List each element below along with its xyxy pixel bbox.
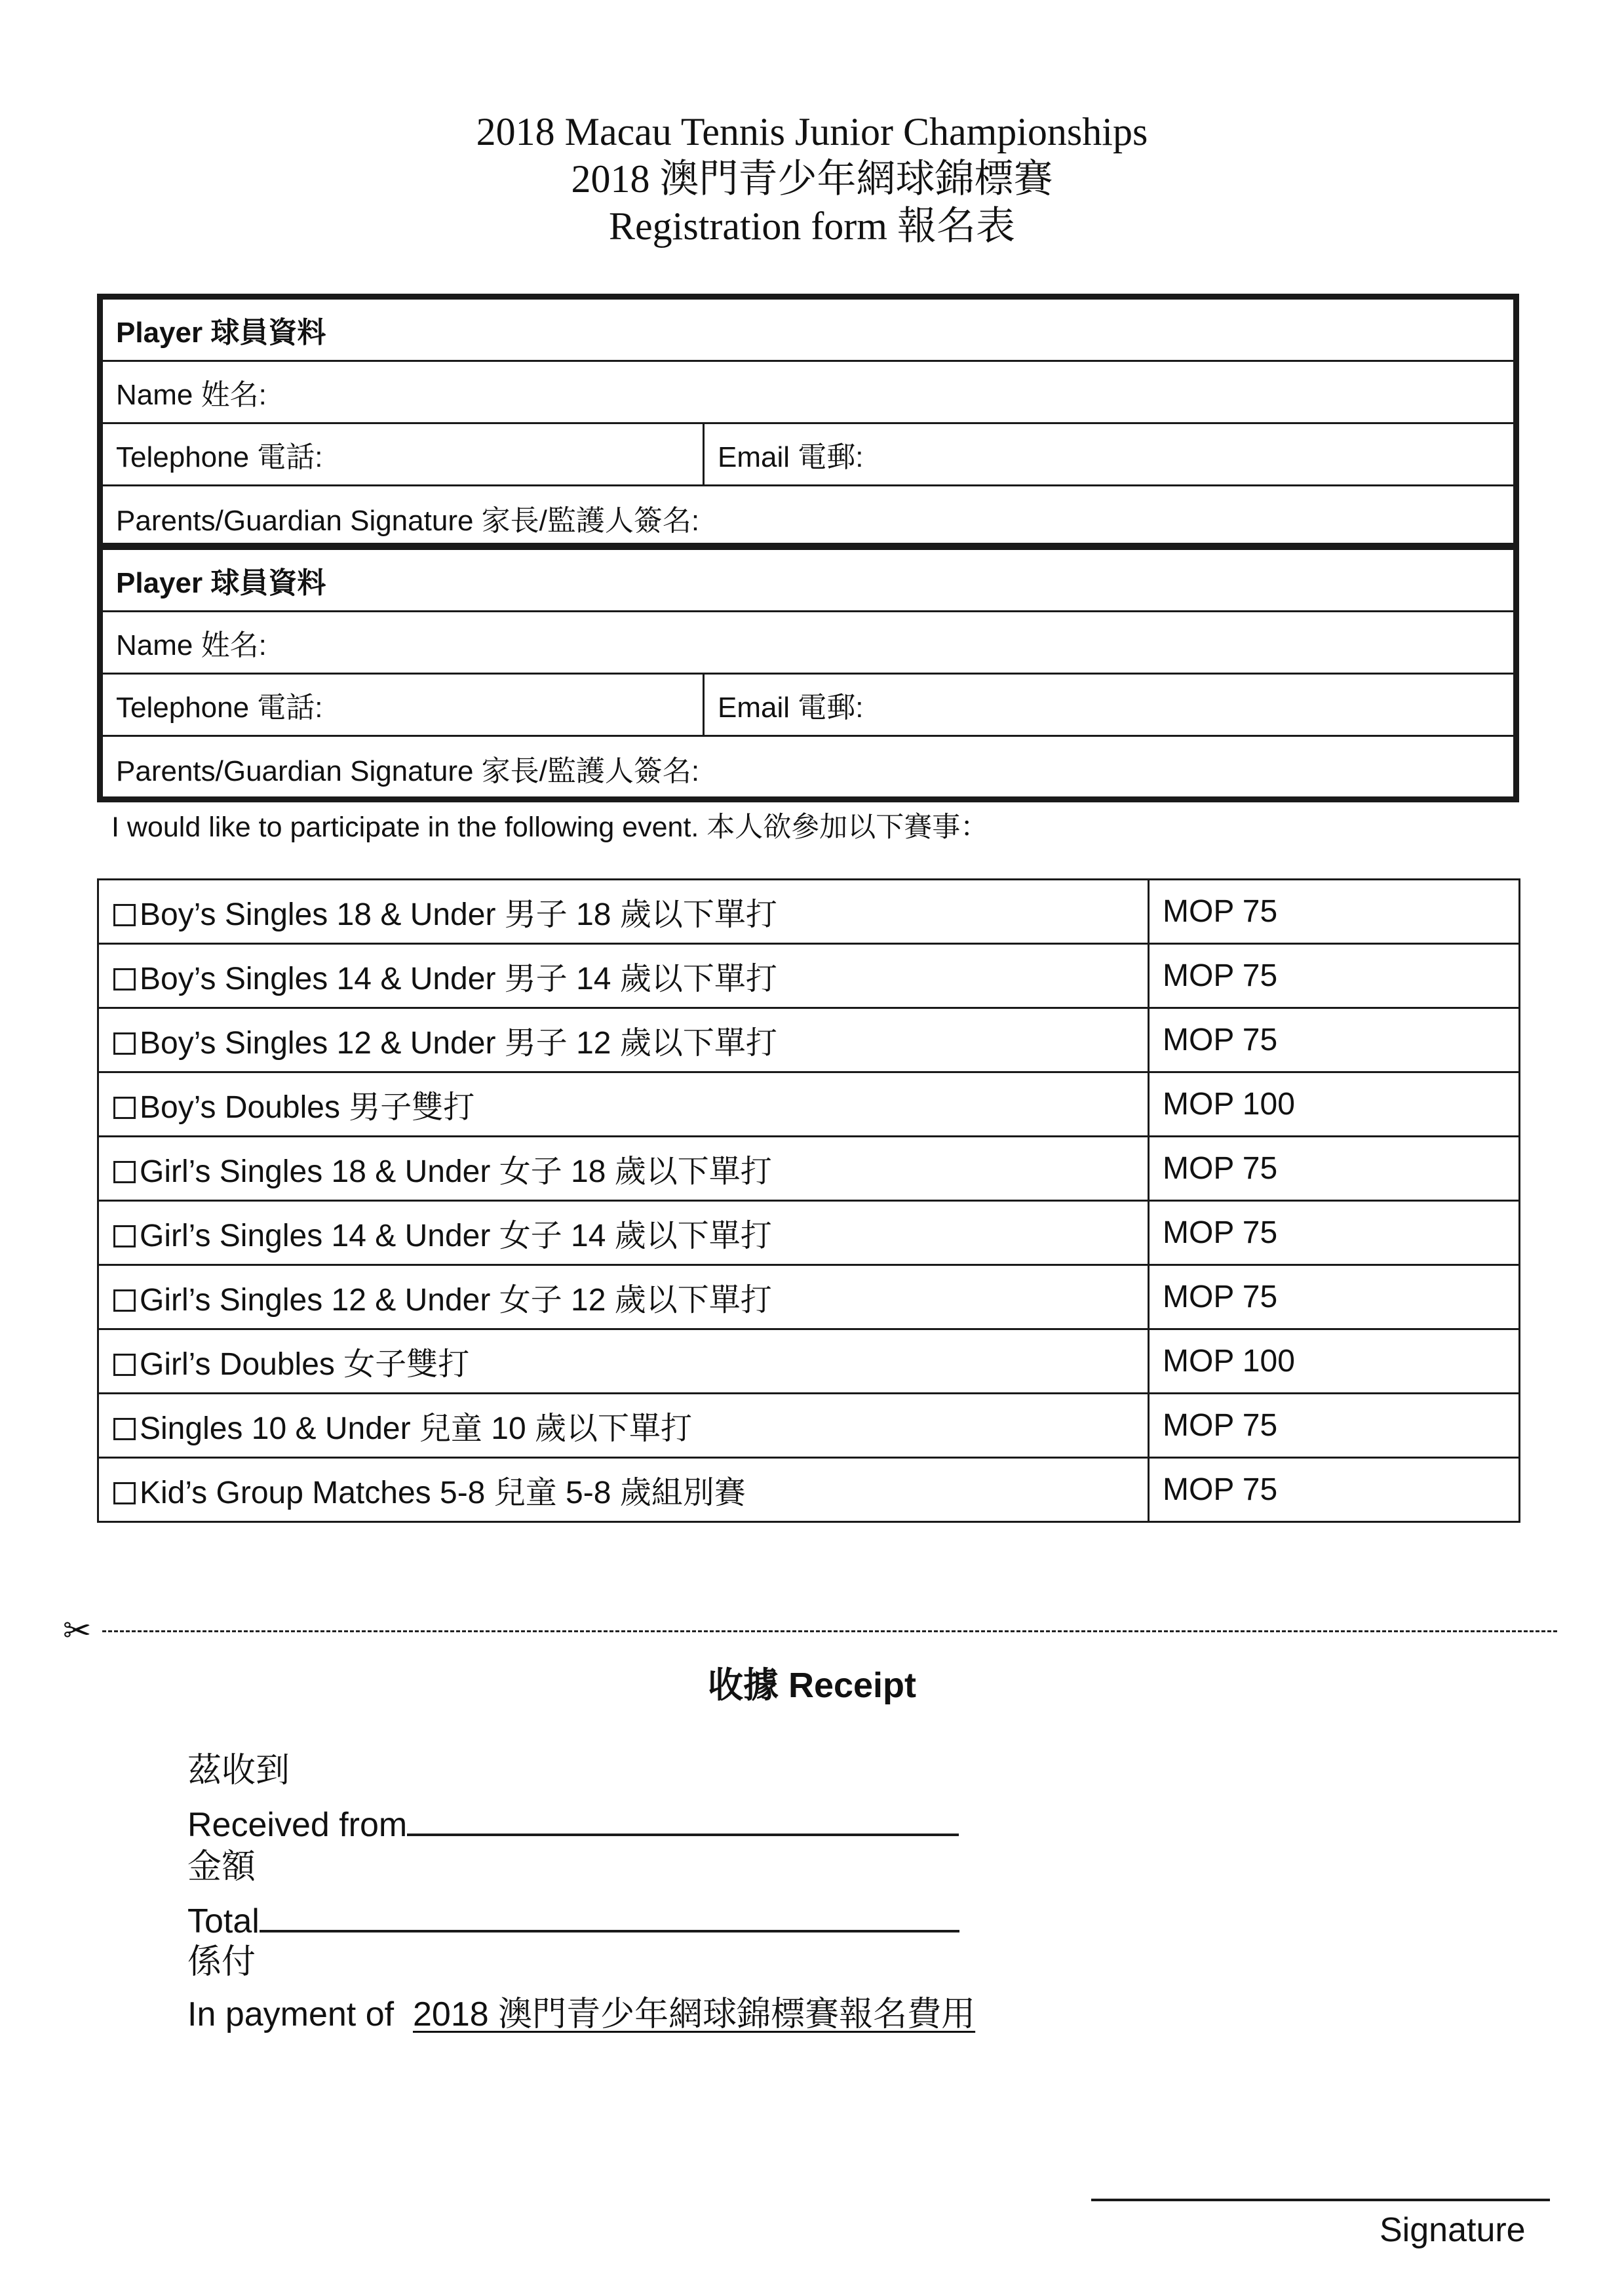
player-block-1 [97, 294, 1519, 549]
payment-label: In payment of [187, 1995, 395, 2033]
player-block-2 [97, 544, 1519, 802]
event-cell [98, 944, 1149, 1008]
event-fee: MOP 75 [1149, 1008, 1520, 1072]
email-label: Email 電郵: [718, 692, 864, 724]
event-checkbox[interactable] [113, 1032, 136, 1055]
event-row [98, 1201, 1520, 1265]
event-label: Boy’s Singles 12 & Under 男子 12 歲以下單打 [140, 1026, 777, 1061]
event-row [98, 1394, 1520, 1458]
event-row [98, 1458, 1520, 1522]
event-checkbox[interactable] [113, 1289, 136, 1312]
player-section-label: Player 球員資料 [103, 550, 1513, 612]
event-label: Boy’s Singles 18 & Under 男子 18 歲以下單打 [140, 897, 777, 932]
event-fee: MOP 75 [1149, 1201, 1520, 1265]
event-intro-text: I would like to participate in the following event. 本人欲參加以下賽事： [111, 812, 989, 843]
event-label: Kid’s Group Matches 5-8 兒童 5-8 歲組別賽 [140, 1476, 746, 1510]
event-row [98, 880, 1520, 944]
email-label: Email 電郵: [718, 441, 864, 473]
name-field[interactable] [103, 362, 1513, 424]
telephone-field[interactable] [103, 424, 705, 484]
event-checkbox[interactable] [113, 1354, 136, 1376]
name-label: Name 姓名: [116, 629, 267, 661]
telephone-label: Telephone 電話: [116, 441, 323, 473]
dashed-cut-line [102, 1630, 1557, 1632]
title-chinese: 2018 澳門青少年網球錦標賽 [571, 157, 1053, 201]
player-section-label: Player 球員資料 [103, 300, 1513, 362]
received-from-label: Received from [187, 1806, 408, 1844]
event-cell [98, 1265, 1149, 1329]
email-field[interactable] [705, 675, 1513, 735]
scissors-icon: ✂ [63, 1612, 92, 1650]
event-label: Singles 10 & Under 兒童 10 歲以下單打 [140, 1411, 692, 1446]
event-fee: MOP 75 [1149, 1458, 1520, 1522]
payment-zh: 係付 [187, 1943, 256, 1981]
event-cell [98, 1329, 1149, 1394]
event-row [98, 1072, 1520, 1137]
total-row [187, 1896, 959, 1943]
event-checkbox[interactable] [113, 968, 136, 991]
event-label: Boy’s Doubles 男子雙打 [140, 1090, 475, 1125]
event-checkbox[interactable] [113, 1097, 136, 1119]
event-cell [98, 1137, 1149, 1201]
event-fee: MOP 75 [1149, 880, 1520, 944]
payment-row [187, 1993, 975, 2036]
event-label: Girl’s Doubles 女子雙打 [140, 1347, 470, 1382]
event-cell [98, 880, 1149, 944]
event-row [98, 1137, 1520, 1201]
event-label: Girl’s Singles 14 & Under 女子 14 歲以下單打 [140, 1219, 772, 1253]
guardian-signature-label: Parents/Guardian Signature 家長/監護人簽名: [116, 755, 700, 787]
total-label: Total [187, 1902, 260, 1940]
event-row [98, 944, 1520, 1008]
event-checkbox[interactable] [113, 1225, 136, 1247]
title-english: 2018 Macau Tennis Junior Championships [476, 110, 1148, 153]
guardian-signature-label: Parents/Guardian Signature 家長/監護人簽名: [116, 504, 700, 537]
received-from-row [187, 1799, 959, 1847]
received-from-field[interactable] [407, 1799, 959, 1836]
events-table [97, 878, 1520, 1523]
event-fee: MOP 75 [1149, 1394, 1520, 1458]
guardian-signature-field[interactable] [103, 486, 1513, 549]
event-fee: MOP 100 [1149, 1329, 1520, 1394]
event-fee: MOP 75 [1149, 1265, 1520, 1329]
total-field[interactable] [260, 1896, 959, 1932]
event-fee: MOP 100 [1149, 1072, 1520, 1137]
form-header [0, 108, 1624, 250]
event-cell [98, 1072, 1149, 1137]
telephone-field[interactable] [103, 675, 705, 735]
signature-line[interactable] [1091, 2199, 1550, 2201]
telephone-label: Telephone 電話: [116, 692, 323, 724]
cut-line [63, 1612, 1557, 1650]
event-fee: MOP 75 [1149, 1137, 1520, 1201]
total-zh: 金額 [187, 1848, 256, 1886]
event-row [98, 1008, 1520, 1072]
event-fee: MOP 75 [1149, 944, 1520, 1008]
guardian-signature-field[interactable] [103, 737, 1513, 799]
event-label: Boy’s Singles 14 & Under 男子 14 歲以下單打 [140, 962, 777, 996]
event-row [98, 1329, 1520, 1394]
event-label: Girl’s Singles 12 & Under 女子 12 歲以下單打 [140, 1283, 772, 1318]
payment-value: 2018 澳門青少年網球錦標賽報名費用 [412, 1995, 976, 2033]
event-checkbox[interactable] [113, 1418, 136, 1440]
event-checkbox[interactable] [113, 904, 136, 926]
email-field[interactable] [705, 424, 1513, 484]
event-cell [98, 1394, 1149, 1458]
event-row [98, 1265, 1520, 1329]
receipt-title: 收據 Receipt [707, 1666, 917, 1705]
event-checkbox[interactable] [113, 1482, 136, 1504]
name-label: Name 姓名: [116, 379, 267, 411]
form-subtitle: Registration form 報名表 [609, 205, 1015, 248]
event-checkbox[interactable] [113, 1161, 136, 1183]
event-cell [98, 1008, 1149, 1072]
received-from-zh: 茲收到 [187, 1752, 290, 1790]
signature-label: Signature [1380, 2211, 1526, 2249]
name-field[interactable] [103, 612, 1513, 675]
event-cell [98, 1458, 1149, 1522]
event-label: Girl’s Singles 18 & Under 女子 18 歲以下單打 [140, 1154, 772, 1189]
event-cell [98, 1201, 1149, 1265]
